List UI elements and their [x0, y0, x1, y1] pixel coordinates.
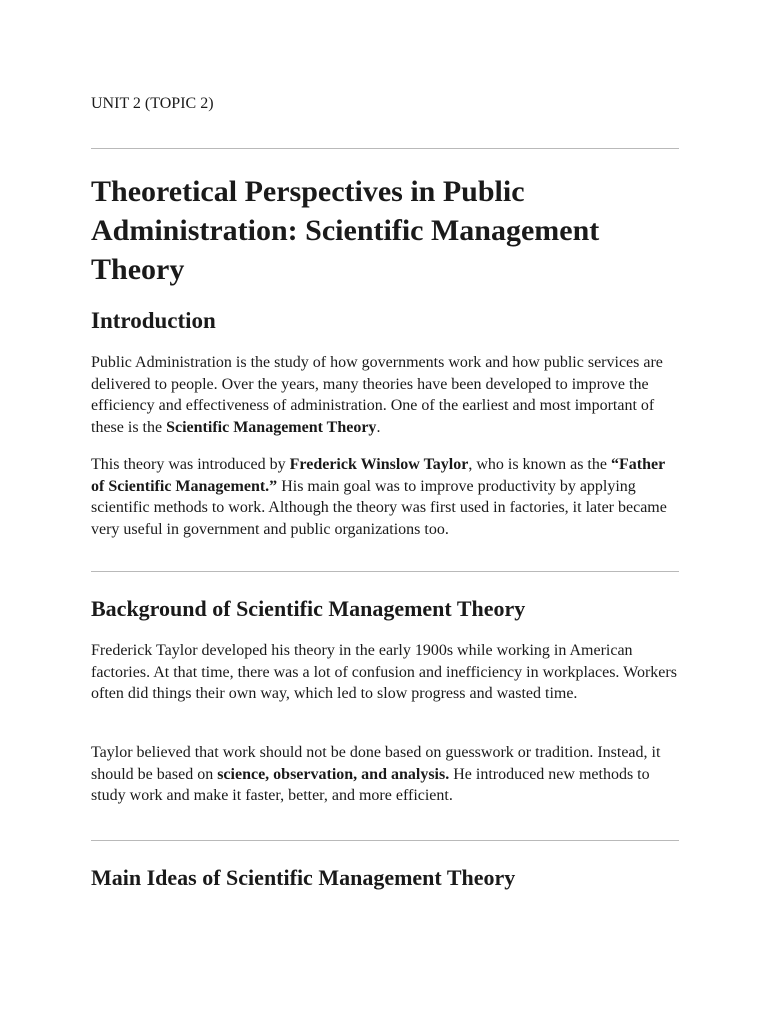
background-paragraph-1: Frederick Taylor developed his theory in the early 1900s while working in American factories. At that time, there was a lot of confusion and inefficiency in workplaces. Workers often did things their own way, which led to slow progress and wasted time.: [91, 642, 677, 702]
document-title: Theoretical Perspectives in Public Administration: Scientific Management Theory: [91, 175, 600, 286]
background-paragraph-2: Taylor believed that work should not be done based on guesswork or tradition. Instead, it should be based on science, observation, and analysis. He introduced new methods to study work and make it faster, better, and more efficient.: [91, 744, 661, 804]
divider: [91, 148, 679, 149]
divider: [91, 840, 679, 841]
introduction-heading: Introduction: [91, 308, 216, 333]
divider: [91, 571, 679, 572]
main-ideas-heading: Main Ideas of Scientific Management Theory: [91, 865, 516, 890]
unit-label: UNIT 2 (TOPIC 2): [91, 95, 214, 112]
introduction-paragraph-2: This theory was introduced by Frederick Winslow Taylor, who is known as the “Father of Scientific Management.” His main goal was to improve productivity by applying scientific methods to work. Although the theory was first used in factories, it later became very useful in government and public organizations too.: [91, 456, 667, 538]
introduction-paragraph-1: Public Administration is the study of how governments work and how public services are delivered to people. Over the years, many theories have been developed to improve the efficiency and effectiveness of administration. One of the earliest and most important of these is the Scientific Management Theory.: [91, 354, 663, 436]
background-heading: Background of Scientific Management Theory: [91, 596, 526, 621]
